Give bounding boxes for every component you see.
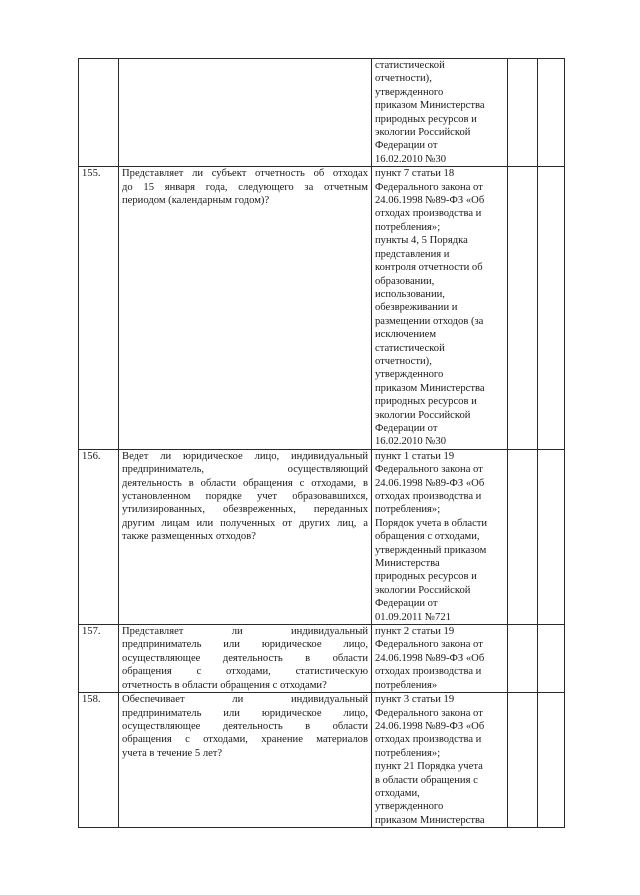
answer-cell-no[interactable] (538, 59, 565, 167)
reference-line: 24.06.1998 №89-ФЗ «Об (375, 195, 485, 207)
answer-cell-yes[interactable] (508, 693, 538, 828)
checklist-rows (79, 59, 565, 828)
question-line: учета в течение 5 лет? (122, 747, 223, 759)
reference-line: пункт 3 статьи 19 (375, 694, 455, 706)
question-line: предприниматель или юридическое лицо, (122, 639, 368, 651)
reference-line: пункт 2 статьи 19 (375, 626, 455, 638)
question-cell (119, 167, 372, 450)
question-line: Ведет ли юридическое лицо, индивидуальный (122, 450, 368, 462)
reference-line: пункты 4, 5 Порядка (375, 235, 468, 247)
reference-line: пункт 1 статьи 19 (375, 450, 455, 462)
table-row (79, 59, 565, 167)
table-row (79, 449, 565, 624)
reference-line: потребления»; (375, 504, 441, 516)
reference-line: пункт 7 статьи 18 (375, 168, 455, 180)
reference-line: экологии Российской (375, 127, 471, 139)
question-line: предприниматель, осуществляющий (122, 464, 368, 476)
question-line: обращения с отходами, хранение материалов (122, 734, 368, 746)
checklist-table (78, 58, 565, 828)
reference-line: размещении отходов (за (375, 315, 484, 327)
reference-line: Федерального закона от (375, 181, 483, 193)
question-line: утилизированных, обезвреженных, переданных (122, 504, 368, 516)
reference-line: 24.06.1998 №89-ФЗ «Об (375, 652, 485, 664)
reference-line: отходами, (375, 787, 420, 799)
reference-line: статистической (375, 342, 445, 354)
question-cell (119, 625, 372, 693)
reference-line: Федерального закона от (375, 707, 483, 719)
question-line: также размещенных отходов? (122, 531, 256, 543)
answer-cell-no[interactable] (538, 693, 565, 828)
question-line: Представляет ли субъект отчетность об отходах (122, 168, 368, 180)
reference-line: экологии Российской (375, 584, 471, 596)
reference-line: Федерации от (375, 598, 438, 610)
reference-line: в области обращения с (375, 774, 478, 786)
reference-line: утвержденного (375, 86, 444, 98)
question-line: предприниматель или юридическое лицо, (122, 707, 368, 719)
question-line: Представляет ли индивидуальный (122, 626, 368, 638)
reference-line: природных ресурсов и (375, 396, 477, 408)
question-line: другим лицам или полученных от других лиц, а (122, 517, 368, 529)
reference-line: обезвреживании и (375, 302, 458, 314)
reference-line: 16.02.2010 №30 (375, 153, 447, 165)
answer-cell-yes[interactable] (508, 59, 538, 167)
question-line: осуществляющее деятельность в области (122, 652, 368, 664)
answer-cell-yes[interactable] (508, 625, 538, 693)
reference-line: отходах производства и (375, 208, 482, 220)
reference-line: потребления»; (375, 221, 441, 233)
question-cell (119, 693, 372, 828)
row-number: 158. (79, 693, 119, 828)
reference-line: пункт 21 Порядка учета (375, 761, 483, 773)
legal-reference-cell (372, 59, 508, 167)
question-line: Обеспечивает ли индивидуальный (122, 694, 368, 706)
reference-line: Федерации от (375, 422, 438, 434)
answer-cell-no[interactable] (538, 167, 565, 450)
question-line: установленном порядке учет образовавшихся, (122, 491, 368, 502)
question-cell (119, 59, 372, 167)
reference-line: приказом Министерства (375, 100, 485, 112)
reference-line: 16.02.2010 №30 (375, 436, 447, 448)
reference-line: отходах производства и (375, 666, 482, 678)
row-number: 155. (79, 167, 119, 450)
row-number: 157. (79, 625, 119, 693)
reference-line: природных ресурсов и (375, 113, 477, 125)
question-line: осуществляющее деятельность в области (122, 720, 368, 732)
reference-line: отчетности), (375, 73, 432, 85)
row-number: 156. (79, 449, 119, 624)
table-row (79, 167, 565, 450)
row-number (79, 59, 119, 167)
question-line: отчетность в области обращения с отходами? (122, 679, 327, 691)
answer-cell-no[interactable] (538, 449, 565, 624)
reference-line: утвержденный приказом (375, 544, 487, 556)
reference-line: отходах производства и (375, 734, 482, 746)
reference-line: образовании, (375, 275, 435, 287)
question-cell (119, 449, 372, 624)
answer-cell-yes[interactable] (508, 449, 538, 624)
question-line: периодом (календарным годом)? (122, 195, 270, 207)
reference-line: экологии Российской (375, 409, 471, 421)
legal-reference-cell (372, 167, 508, 450)
reference-line: представления и (375, 248, 450, 260)
reference-line: обращения с отходами, (375, 531, 480, 543)
reference-line: приказом Министерства (375, 814, 485, 826)
reference-line: 24.06.1998 №89-ФЗ «Об (375, 477, 485, 489)
legal-reference-cell (372, 625, 508, 693)
reference-line: контроля отчетности об (375, 262, 483, 274)
reference-line: утвержденного (375, 369, 444, 381)
reference-line: утвержденного (375, 801, 444, 813)
question-line: деятельность в области обращения с отходами, в (122, 477, 368, 489)
answer-cell-no[interactable] (538, 625, 565, 693)
reference-line: отходах производства и (375, 491, 482, 502)
reference-line: Министерства (375, 558, 440, 570)
reference-line: Порядок учета в области (375, 517, 488, 529)
legal-reference-cell (372, 449, 508, 624)
reference-line: 24.06.1998 №89-ФЗ «Об (375, 720, 485, 732)
table-row (79, 625, 565, 693)
answer-cell-yes[interactable] (508, 167, 538, 450)
reference-line: отчетности), (375, 355, 432, 367)
reference-line: потребления»; (375, 747, 441, 759)
legal-reference-cell (372, 693, 508, 828)
question-line: обращения с отходами, статистическую (122, 666, 368, 678)
table-row (79, 693, 565, 828)
reference-line: природных ресурсов и (375, 571, 477, 583)
reference-line: 01.09.2011 №721 (375, 611, 451, 623)
reference-line: Федерации от (375, 140, 438, 152)
reference-line: Федерального закона от (375, 464, 483, 476)
reference-line: статистической (375, 60, 445, 71)
reference-line: приказом Министерства (375, 382, 485, 394)
question-line: до 15 января года, следующего за отчетным (122, 181, 368, 193)
reference-line: потребления» (375, 679, 438, 691)
reference-line: использовании, (375, 288, 445, 300)
reference-line: исключением (375, 329, 437, 341)
reference-line: Федерального закона от (375, 639, 483, 651)
